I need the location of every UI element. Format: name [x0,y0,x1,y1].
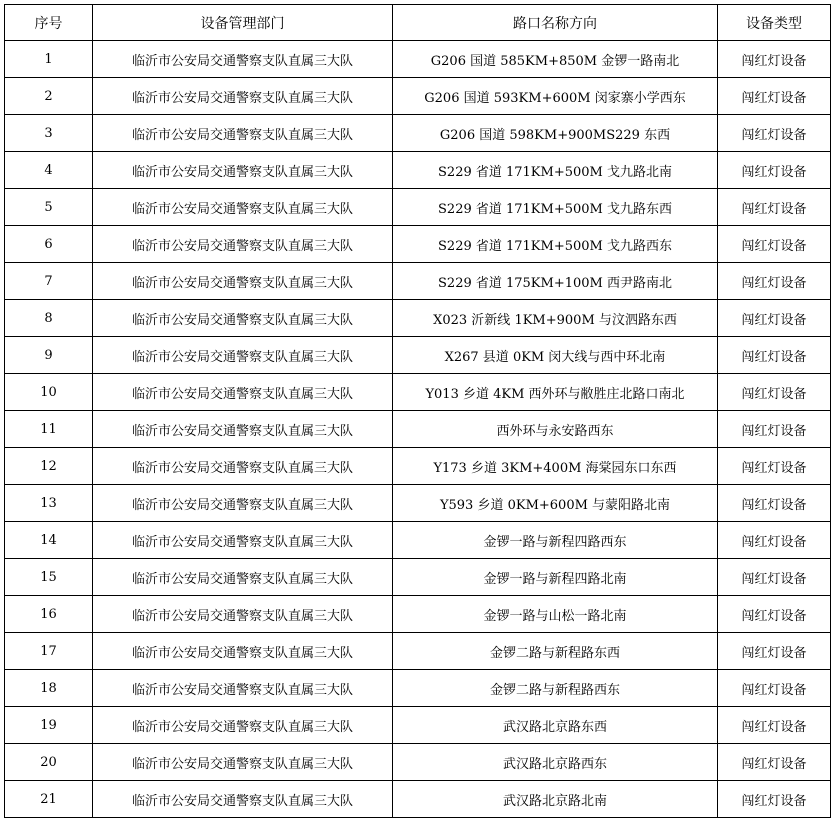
cell-device-type: 闯红灯设备 [718,337,831,374]
cell-device-type: 闯红灯设备 [718,485,831,522]
cell-department: 临沂市公安局交通警察支队直属三大队 [93,781,393,818]
cell-device-type: 闯红灯设备 [718,707,831,744]
table-row [5,781,831,818]
cell-device-type: 闯红灯设备 [718,448,831,485]
cell-device-type: 闯红灯设备 [718,411,831,448]
cell-device-type: 闯红灯设备 [718,226,831,263]
cell-device-type: 闯红灯设备 [718,263,831,300]
cell-department: 临沂市公安局交通警察支队直属三大队 [93,189,393,226]
header-location: 路口名称方向 [393,5,718,41]
cell-location: Y013 乡道 4KM 西外环与敝胜庄北路口南北 [393,374,718,411]
cell-index: 3 [5,115,93,152]
cell-index: 9 [5,337,93,374]
cell-device-type: 闯红灯设备 [718,300,831,337]
cell-device-type: 闯红灯设备 [718,670,831,707]
cell-location: G206 国道 593KM+600M 闵家寨小学西东 [393,78,718,115]
cell-department: 临沂市公安局交通警察支队直属三大队 [93,337,393,374]
cell-location: Y593 乡道 0KM+600M 与蒙阳路北南 [393,485,718,522]
table-row [5,744,831,781]
cell-location: 金锣一路与新程四路西东 [393,522,718,559]
cell-device-type: 闯红灯设备 [718,522,831,559]
cell-department: 临沂市公安局交通警察支队直属三大队 [93,448,393,485]
cell-location: X023 沂新线 1KM+900M 与汶泗路东西 [393,300,718,337]
cell-location: 武汉路北京路北南 [393,781,718,818]
cell-index: 18 [5,670,93,707]
cell-index: 11 [5,411,93,448]
table-row [5,670,831,707]
table-row [5,374,831,411]
table-row [5,226,831,263]
cell-device-type: 闯红灯设备 [718,744,831,781]
cell-device-type: 闯红灯设备 [718,374,831,411]
cell-location: S229 省道 171KM+500M 戈九路东西 [393,189,718,226]
cell-department: 临沂市公安局交通警察支队直属三大队 [93,670,393,707]
table-row [5,707,831,744]
device-table [4,4,831,818]
cell-index: 6 [5,226,93,263]
cell-index: 7 [5,263,93,300]
cell-location: 金锣二路与新程路东西 [393,633,718,670]
table-header-row [5,5,831,41]
cell-device-type: 闯红灯设备 [718,596,831,633]
cell-department: 临沂市公安局交通警察支队直属三大队 [93,226,393,263]
cell-index: 10 [5,374,93,411]
table-row [5,300,831,337]
cell-device-type: 闯红灯设备 [718,781,831,818]
header-device-type: 设备类型 [718,5,831,41]
header-department: 设备管理部门 [93,5,393,41]
cell-location: 金锣一路与新程四路北南 [393,559,718,596]
table-row [5,263,831,300]
cell-device-type: 闯红灯设备 [718,78,831,115]
cell-department: 临沂市公安局交通警察支队直属三大队 [93,485,393,522]
cell-department: 临沂市公安局交通警察支队直属三大队 [93,152,393,189]
cell-index: 8 [5,300,93,337]
cell-department: 临沂市公安局交通警察支队直属三大队 [93,596,393,633]
cell-device-type: 闯红灯设备 [718,152,831,189]
cell-department: 临沂市公安局交通警察支队直属三大队 [93,411,393,448]
table-row [5,189,831,226]
cell-device-type: 闯红灯设备 [718,189,831,226]
table-row [5,596,831,633]
cell-index: 2 [5,78,93,115]
table-row [5,633,831,670]
cell-department: 临沂市公安局交通警察支队直属三大队 [93,263,393,300]
table-row [5,78,831,115]
cell-index: 20 [5,744,93,781]
cell-location: S229 省道 171KM+500M 戈九路西东 [393,226,718,263]
cell-department: 临沂市公安局交通警察支队直属三大队 [93,522,393,559]
cell-location: X267 县道 0KM 闵大线与西中环北南 [393,337,718,374]
cell-location: 武汉路北京路西东 [393,744,718,781]
cell-device-type: 闯红灯设备 [718,559,831,596]
cell-location: S229 省道 175KM+100M 西尹路南北 [393,263,718,300]
cell-index: 21 [5,781,93,818]
cell-index: 5 [5,189,93,226]
table-row [5,411,831,448]
table-row [5,152,831,189]
cell-index: 19 [5,707,93,744]
cell-index: 17 [5,633,93,670]
cell-department: 临沂市公安局交通警察支队直属三大队 [93,633,393,670]
cell-department: 临沂市公安局交通警察支队直属三大队 [93,374,393,411]
cell-location: G206 国道 598KM+900MS229 东西 [393,115,718,152]
cell-index: 14 [5,522,93,559]
table-body [5,41,831,818]
cell-department: 临沂市公安局交通警察支队直属三大队 [93,300,393,337]
cell-department: 临沂市公安局交通警察支队直属三大队 [93,115,393,152]
table-row [5,41,831,78]
cell-location: S229 省道 171KM+500M 戈九路北南 [393,152,718,189]
cell-index: 16 [5,596,93,633]
cell-index: 1 [5,41,93,78]
cell-location: 西外环与永安路西东 [393,411,718,448]
cell-device-type: 闯红灯设备 [718,115,831,152]
table-row [5,115,831,152]
cell-department: 临沂市公安局交通警察支队直属三大队 [93,41,393,78]
header-index: 序号 [5,5,93,41]
cell-department: 临沂市公安局交通警察支队直属三大队 [93,744,393,781]
cell-index: 15 [5,559,93,596]
cell-location: G206 国道 585KM+850M 金锣一路南北 [393,41,718,78]
cell-location: 武汉路北京路东西 [393,707,718,744]
cell-department: 临沂市公安局交通警察支队直属三大队 [93,707,393,744]
cell-department: 临沂市公安局交通警察支队直属三大队 [93,78,393,115]
table-row [5,485,831,522]
table-row [5,337,831,374]
cell-location: 金锣二路与新程路西东 [393,670,718,707]
table-row [5,448,831,485]
cell-location: 金锣一路与山松一路北南 [393,596,718,633]
cell-location: Y173 乡道 3KM+400M 海棠园东口东西 [393,448,718,485]
cell-device-type: 闯红灯设备 [718,41,831,78]
cell-index: 13 [5,485,93,522]
cell-device-type: 闯红灯设备 [718,633,831,670]
table-row [5,559,831,596]
cell-department: 临沂市公安局交通警察支队直属三大队 [93,559,393,596]
cell-index: 4 [5,152,93,189]
cell-index: 12 [5,448,93,485]
table-row [5,522,831,559]
